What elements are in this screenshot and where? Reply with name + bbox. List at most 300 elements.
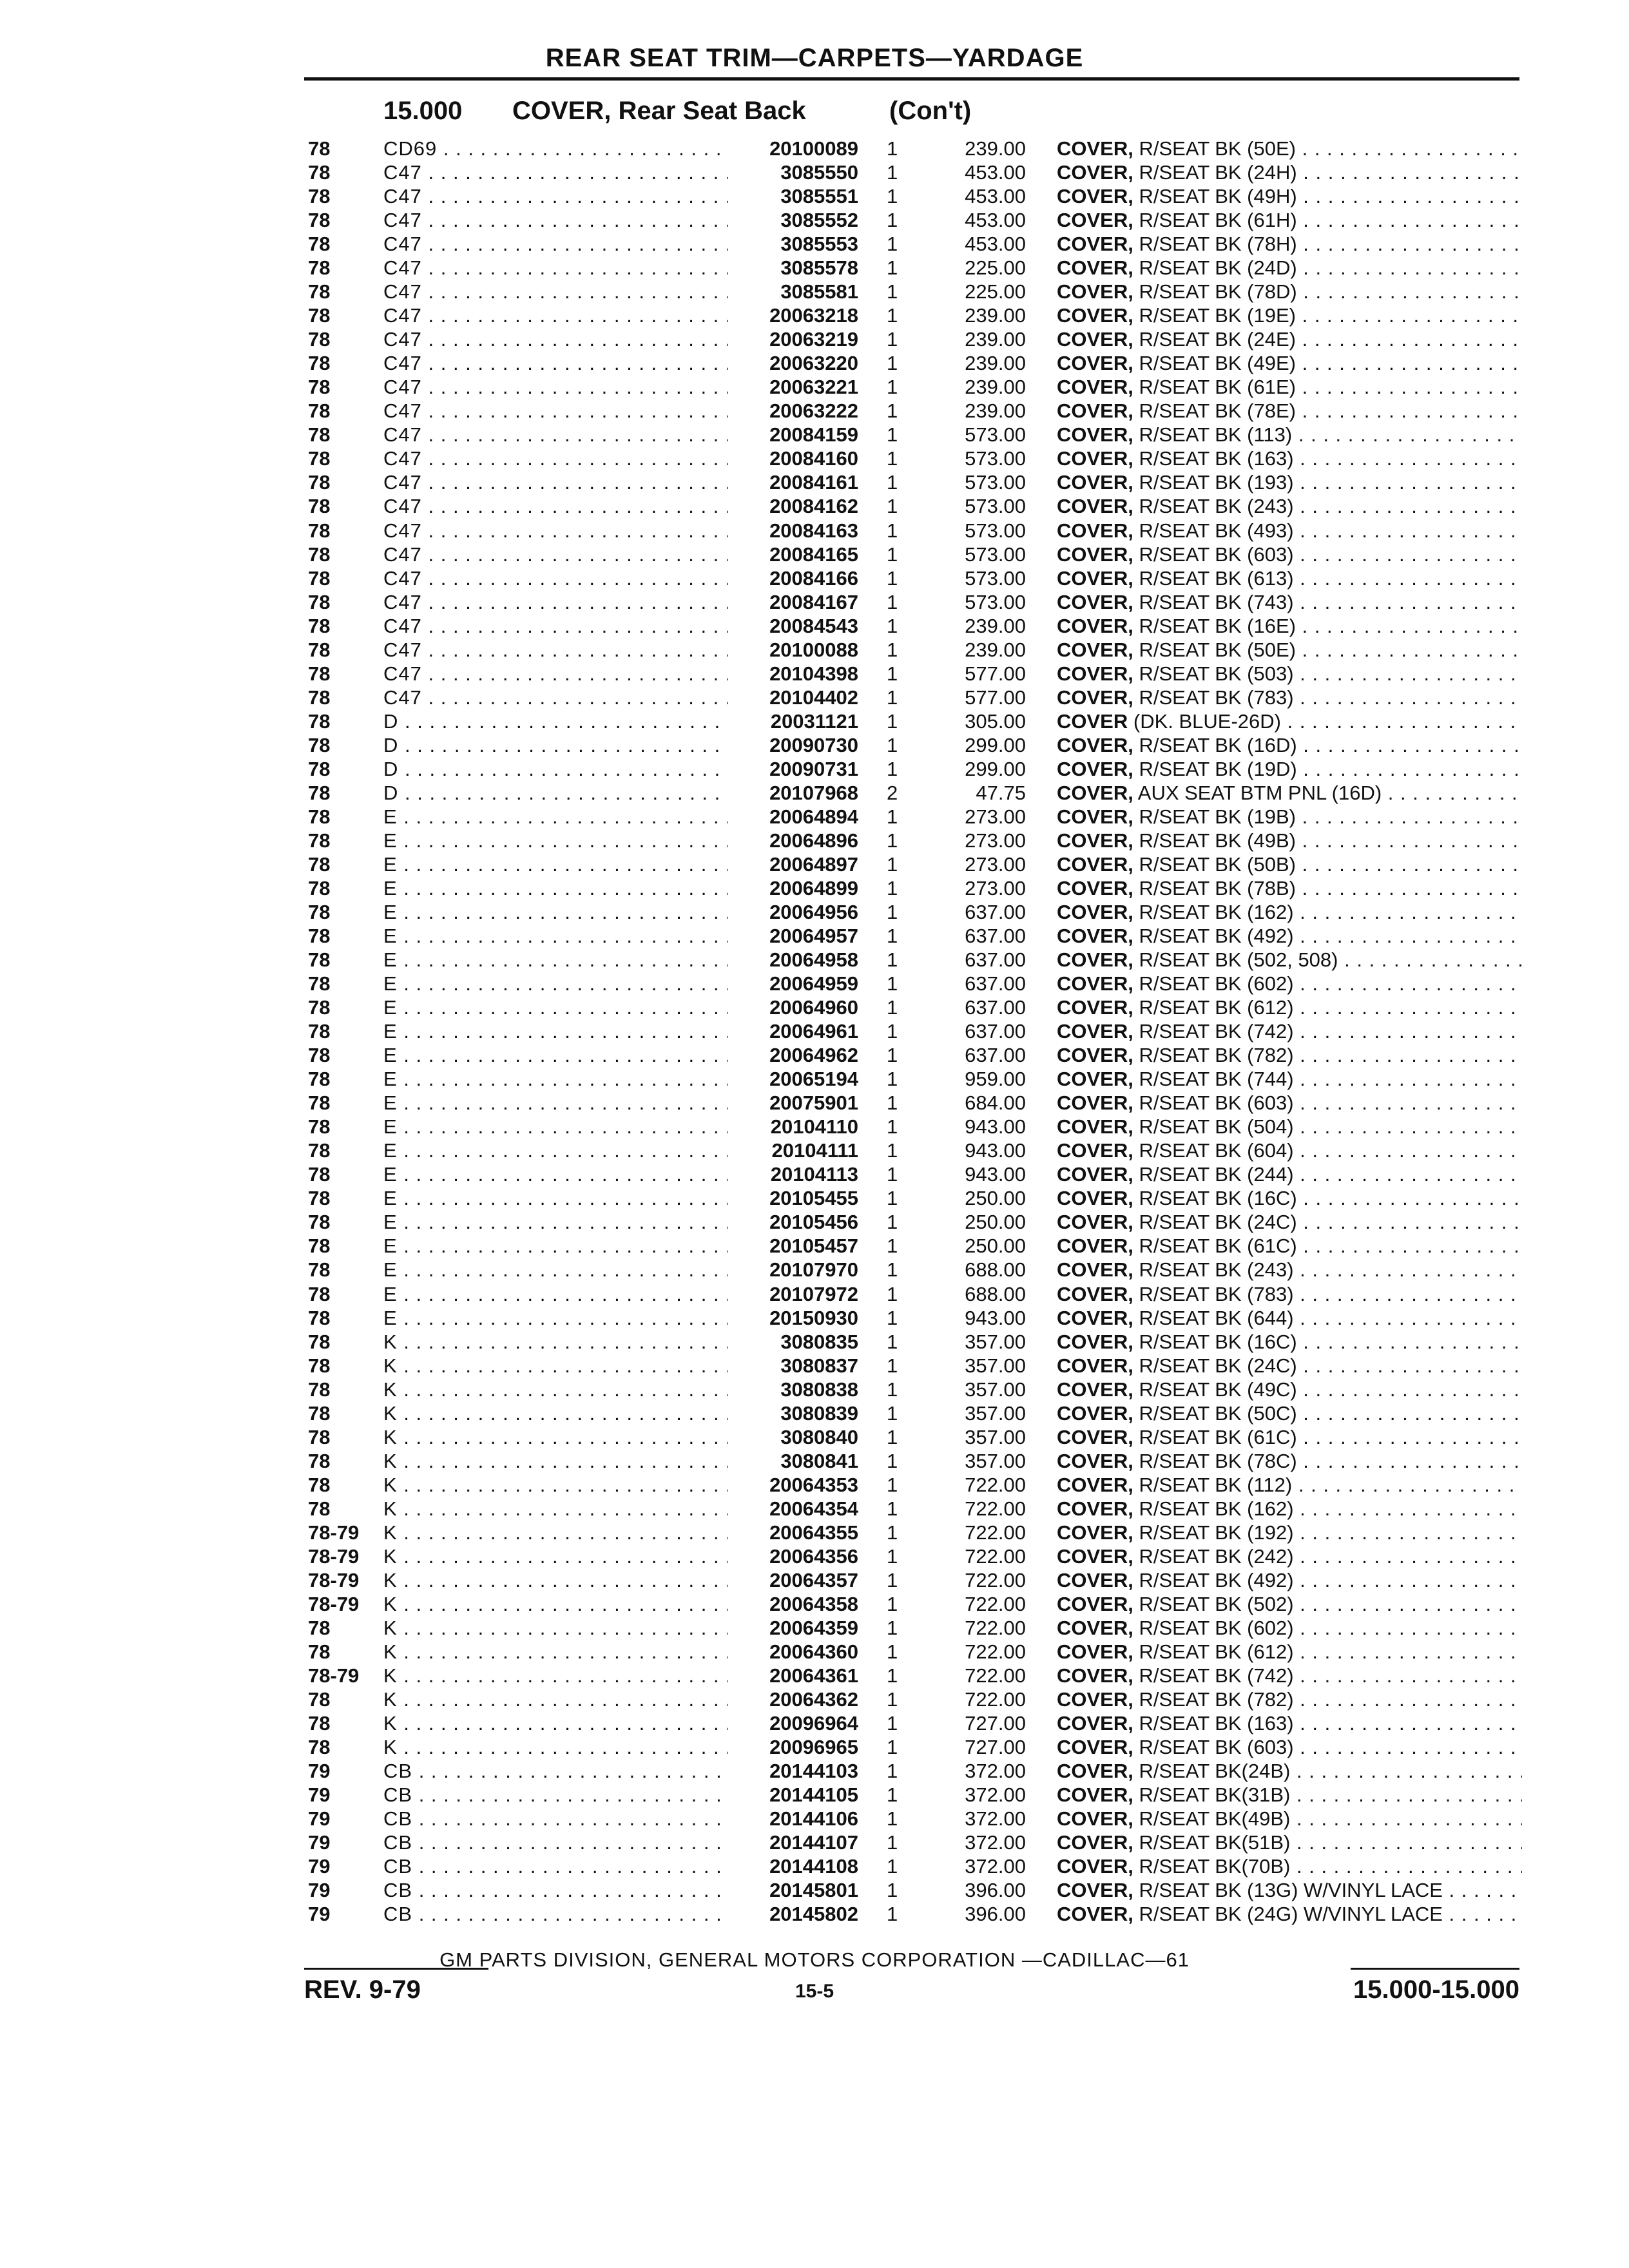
description-keyword: COVER, — [1057, 519, 1133, 542]
description-keyword: COVER, — [1057, 781, 1133, 804]
table-row — [0, 566, 1629, 590]
description-keyword: COVER, — [1057, 972, 1133, 995]
description-keyword: COVER, — [1057, 399, 1133, 423]
year-cell: 78 — [308, 1044, 331, 1067]
description-keyword: COVER, — [1057, 1306, 1133, 1329]
table-row — [0, 686, 1629, 709]
year-cell: 78 — [308, 1640, 331, 1663]
description-keyword: COVER, — [1057, 1592, 1133, 1615]
table-row — [0, 590, 1629, 614]
description-text: R/SEAT BK (242) — [1139, 1544, 1294, 1568]
price-cell: 250.00 — [965, 1211, 1026, 1234]
year-cell: 78 — [308, 519, 331, 542]
description-keyword: COVER, — [1057, 256, 1133, 280]
price-cell: 372.00 — [965, 1760, 1026, 1783]
quantity-cell: 1 — [887, 1831, 898, 1854]
body-cell: E . . . — [383, 1043, 731, 1067]
table-row — [0, 1115, 1629, 1139]
description-text: R/SEAT BK (49H) — [1139, 185, 1297, 208]
price-cell: 273.00 — [965, 829, 1026, 852]
part-number-cell: 20064899 — [728, 876, 858, 900]
description-cell — [1057, 709, 1522, 733]
quantity-cell: 1 — [887, 852, 898, 876]
body-cell: K . . . — [383, 1664, 731, 1687]
quantity-cell: 1 — [887, 1760, 898, 1783]
description-text: R/SEAT BK (163) — [1139, 447, 1294, 470]
description-text: R/SEAT BK (61C) — [1139, 1425, 1297, 1448]
quantity-cell: 1 — [887, 304, 898, 327]
part-number-cell: 20084159 — [728, 423, 858, 447]
description-keyword: COVER, — [1057, 1879, 1133, 1902]
body-cell: CB . . . — [383, 1878, 731, 1902]
continued-label: (Con't) — [889, 97, 972, 125]
quantity-cell: 1 — [887, 256, 898, 280]
body-cell: E . . . — [383, 1210, 731, 1234]
price-cell: 722.00 — [965, 1568, 1026, 1591]
description-text: R/SEAT BK (112) — [1139, 1473, 1293, 1496]
table-row — [0, 1378, 1629, 1401]
table-row — [0, 447, 1629, 470]
part-number-cell: 20064361 — [728, 1664, 858, 1687]
body-cell: K . . . — [383, 1735, 731, 1759]
description-keyword: COVER, — [1057, 495, 1133, 518]
description-keyword: COVER, — [1057, 423, 1133, 447]
table-row — [0, 160, 1629, 184]
body-cell: K . . . — [383, 1497, 731, 1521]
price-cell: 225.00 — [965, 280, 1026, 303]
table-row — [0, 1568, 1629, 1592]
price-cell: 722.00 — [965, 1497, 1026, 1520]
description-text: R/SEAT BK (49B) — [1139, 829, 1296, 852]
description-text: R/SEAT BK (49C) — [1139, 1378, 1297, 1401]
description-text: R/SEAT BK (782) — [1139, 1044, 1294, 1067]
year-cell: 78 — [308, 1211, 331, 1234]
price-cell: 573.00 — [965, 566, 1026, 590]
description-keyword: COVER, — [1057, 1473, 1133, 1496]
price-cell: 239.00 — [965, 328, 1026, 351]
price-cell: 250.00 — [965, 1187, 1026, 1210]
year-cell: 78 — [308, 566, 331, 590]
description-cell — [1057, 924, 1522, 948]
part-number-cell: 20064360 — [728, 1640, 858, 1664]
quantity-cell: 1 — [887, 543, 898, 566]
price-cell: 396.00 — [965, 1903, 1026, 1926]
description-cell — [1057, 1783, 1522, 1807]
price-cell: 299.00 — [965, 757, 1026, 780]
description-keyword: COVER, — [1057, 1664, 1133, 1687]
year-cell: 78 — [308, 1497, 331, 1520]
price-cell: 239.00 — [965, 376, 1026, 399]
description-text: R/SEAT BK (162) — [1139, 901, 1294, 923]
price-cell: 372.00 — [965, 1807, 1026, 1831]
description-keyword: COVER, — [1057, 996, 1133, 1019]
price-cell: 943.00 — [965, 1306, 1026, 1329]
description-cell — [1057, 1067, 1522, 1091]
quantity-cell: 1 — [887, 1449, 898, 1472]
quantity-cell: 1 — [887, 352, 898, 375]
table-row — [0, 208, 1629, 232]
description-text: R/SEAT BK (243) — [1139, 1258, 1294, 1282]
body-cell: K . . . — [383, 1473, 731, 1497]
description-cell — [1057, 757, 1522, 781]
description-cell — [1057, 876, 1522, 900]
price-cell: 959.00 — [965, 1068, 1026, 1091]
price-cell: 943.00 — [965, 1115, 1026, 1139]
year-cell: 78 — [308, 376, 331, 399]
quantity-cell: 1 — [887, 1783, 898, 1807]
year-cell: 78 — [308, 1473, 331, 1496]
description-text: R/SEAT BK (78C) — [1139, 1449, 1297, 1472]
year-cell: 78 — [308, 829, 331, 852]
body-cell: E . . . — [383, 1019, 731, 1043]
table-row — [0, 662, 1629, 686]
table-row — [0, 519, 1629, 543]
year-cell: 78-79 — [308, 1568, 360, 1591]
table-row — [0, 1234, 1629, 1258]
quantity-cell: 1 — [887, 590, 898, 613]
year-cell: 78 — [308, 1187, 331, 1210]
year-cell: 78 — [308, 399, 331, 423]
price-cell: 299.00 — [965, 733, 1026, 756]
part-number-cell: 20144108 — [728, 1854, 858, 1878]
description-text: R/SEAT BK (742) — [1139, 1664, 1294, 1687]
quantity-cell: 1 — [887, 280, 898, 303]
body-cell: E . . . — [383, 1091, 731, 1115]
body-cell: K . . . — [383, 1544, 731, 1568]
description-cell — [1057, 1354, 1522, 1378]
body-cell: K . . . — [383, 1521, 731, 1544]
quantity-cell: 1 — [887, 1187, 898, 1210]
description-cell — [1057, 519, 1522, 543]
table-row — [0, 924, 1629, 948]
price-cell: 573.00 — [965, 519, 1026, 542]
quantity-cell: 1 — [887, 1068, 898, 1091]
description-keyword: COVER, — [1057, 543, 1133, 566]
table-row — [0, 1425, 1629, 1449]
description-cell — [1057, 1091, 1522, 1115]
footer-revision: REV. 9-79 — [304, 1975, 421, 2004]
year-cell: 78 — [308, 328, 331, 351]
description-text: R/SEAT BK (50E) — [1139, 638, 1296, 661]
part-number-cell: 20084162 — [728, 494, 858, 518]
price-cell: 688.00 — [965, 1258, 1026, 1282]
part-number-cell: 20107968 — [728, 781, 858, 805]
year-cell: 78 — [308, 447, 331, 470]
table-row — [0, 1592, 1629, 1616]
description-text: R/SEAT BK (613) — [1139, 566, 1294, 590]
price-cell: 225.00 — [965, 256, 1026, 280]
description-keyword: COVER, — [1057, 1235, 1133, 1258]
body-cell: K . . . — [383, 1330, 731, 1354]
body-cell: C47 . . . — [383, 494, 731, 518]
quantity-cell: 2 — [887, 781, 898, 804]
description-cell — [1057, 232, 1522, 256]
description-text: R/SEAT BK (492) — [1139, 925, 1294, 948]
description-text: R/SEAT BK (50C) — [1139, 1401, 1297, 1425]
part-number-cell: 20064359 — [728, 1616, 858, 1640]
quantity-cell: 1 — [887, 233, 898, 256]
table-row — [0, 805, 1629, 829]
description-text: R/SEAT BK (24H) — [1139, 161, 1297, 184]
price-cell: 637.00 — [965, 1044, 1026, 1067]
description-keyword: COVER, — [1057, 185, 1133, 208]
part-number-cell: 20064959 — [728, 972, 858, 995]
table-row — [0, 543, 1629, 566]
year-cell: 79 — [308, 1760, 331, 1783]
quantity-cell: 1 — [887, 1211, 898, 1234]
price-cell: 357.00 — [965, 1378, 1026, 1401]
description-cell — [1057, 1162, 1522, 1186]
body-cell: C47 . . . — [383, 232, 731, 256]
price-cell: 573.00 — [965, 590, 1026, 613]
table-row — [0, 972, 1629, 995]
quantity-cell: 1 — [887, 1807, 898, 1831]
quantity-cell: 1 — [887, 1306, 898, 1329]
table-row — [0, 470, 1629, 494]
description-keyword: COVER, — [1057, 566, 1133, 590]
year-cell: 78 — [308, 1616, 331, 1639]
price-cell: 573.00 — [965, 471, 1026, 494]
price-cell: 357.00 — [965, 1354, 1026, 1377]
quantity-cell: 1 — [887, 638, 898, 661]
table-row — [0, 995, 1629, 1019]
quantity-cell: 1 — [887, 1903, 898, 1926]
description-cell — [1057, 1568, 1522, 1592]
year-cell: 79 — [308, 1855, 331, 1878]
description-cell — [1057, 303, 1522, 327]
price-cell: 637.00 — [965, 1020, 1026, 1043]
description-keyword: COVER, — [1057, 925, 1133, 948]
quantity-cell: 1 — [887, 1330, 898, 1353]
description-keyword: COVER, — [1057, 1401, 1133, 1425]
price-cell: 372.00 — [965, 1783, 1026, 1807]
body-cell: E . . . — [383, 1186, 731, 1210]
table-row — [0, 1616, 1629, 1640]
description-keyword: COVER, — [1057, 1163, 1133, 1186]
description-cell — [1057, 805, 1522, 829]
description-keyword: COVER, — [1057, 948, 1133, 972]
description-text: R/SEAT BK (16C) — [1139, 1187, 1297, 1210]
description-text: R/SEAT BK (78B) — [1139, 876, 1296, 899]
year-cell: 78 — [308, 280, 331, 303]
table-row — [0, 852, 1629, 876]
quantity-cell: 1 — [887, 1664, 898, 1687]
price-cell: 722.00 — [965, 1616, 1026, 1639]
description-text: R/SEAT BK (50E) — [1139, 137, 1296, 160]
description-cell — [1057, 327, 1522, 351]
price-cell: 684.00 — [965, 1091, 1026, 1115]
body-cell: E . . . — [383, 829, 731, 852]
price-cell: 943.00 — [965, 1139, 1026, 1162]
body-cell: C47 . . . — [383, 470, 731, 494]
body-cell: E . . . — [383, 1282, 731, 1306]
description-cell — [1057, 1592, 1522, 1616]
table-row — [0, 829, 1629, 852]
price-cell: 357.00 — [965, 1449, 1026, 1472]
part-number-cell: 20096965 — [728, 1735, 858, 1759]
quantity-cell: 1 — [887, 1354, 898, 1377]
part-number-cell: 20064353 — [728, 1473, 858, 1497]
description-cell — [1057, 614, 1522, 638]
part-number-cell: 20064355 — [728, 1521, 858, 1544]
part-number-cell: 20144103 — [728, 1759, 858, 1783]
year-cell: 78 — [308, 1736, 331, 1759]
quantity-cell: 1 — [887, 1879, 898, 1902]
year-cell: 79 — [308, 1879, 331, 1902]
description-cell — [1057, 1735, 1522, 1759]
description-text: R/SEAT BK (192) — [1139, 1521, 1294, 1544]
year-cell: 78 — [308, 1282, 331, 1305]
year-cell: 78 — [308, 1712, 331, 1735]
price-cell: 453.00 — [965, 209, 1026, 232]
description-cell — [1057, 1258, 1522, 1282]
body-cell: E . . . — [383, 852, 731, 876]
year-cell: 78 — [308, 256, 331, 280]
price-cell: 47.75 — [976, 781, 1026, 804]
description-text: R/SEAT BK (61H) — [1139, 209, 1297, 232]
year-cell: 78 — [308, 1139, 331, 1162]
quantity-cell: 1 — [887, 901, 898, 923]
year-cell: 78 — [308, 638, 331, 661]
description-keyword: COVER, — [1057, 1378, 1133, 1401]
body-cell: E . . . — [383, 805, 731, 829]
part-number-cell: 3080840 — [728, 1425, 858, 1449]
table-row — [0, 1162, 1629, 1186]
year-cell: 78 — [308, 423, 331, 447]
description-keyword: COVER, — [1057, 1330, 1133, 1353]
table-row — [0, 709, 1629, 733]
description-cell — [1057, 1282, 1522, 1306]
year-cell: 78 — [308, 662, 331, 685]
body-cell: E . . . — [383, 1139, 731, 1162]
description-cell — [1057, 566, 1522, 590]
quantity-cell: 1 — [887, 1473, 898, 1496]
part-number-cell: 20107970 — [728, 1258, 858, 1282]
body-cell: C47 . . . — [383, 327, 731, 351]
table-row — [0, 1831, 1629, 1854]
description-text: R/SEAT BK (49E) — [1139, 352, 1296, 375]
description-text: R/SEAT BK (612) — [1139, 1640, 1294, 1663]
description-cell — [1057, 781, 1522, 805]
description-text: R/SEAT BK (78E) — [1139, 399, 1296, 423]
description-keyword: COVER, — [1057, 1760, 1133, 1783]
table-row — [0, 1640, 1629, 1664]
description-keyword: COVER, — [1057, 733, 1133, 756]
price-cell: 239.00 — [965, 638, 1026, 661]
part-number-cell: 20145802 — [728, 1902, 858, 1926]
description-keyword: COVER, — [1057, 1855, 1133, 1878]
year-cell: 78 — [308, 590, 331, 613]
description-keyword: COVER, — [1057, 1521, 1133, 1544]
section-number: 15.000 — [383, 97, 463, 125]
quantity-cell: 1 — [887, 1736, 898, 1759]
table-row — [0, 1449, 1629, 1473]
body-cell: C47 . . . — [383, 543, 731, 566]
part-number-cell: 20100089 — [728, 137, 858, 160]
quantity-cell: 1 — [887, 805, 898, 828]
table-row — [0, 1330, 1629, 1354]
description-cell — [1057, 1330, 1522, 1354]
body-cell: CD69 . . . — [383, 137, 731, 160]
quantity-cell: 1 — [887, 447, 898, 470]
description-cell — [1057, 972, 1522, 995]
body-cell: E . . . — [383, 1258, 731, 1282]
description-keyword: COVER, — [1057, 901, 1133, 923]
body-cell: K . . . — [383, 1449, 731, 1473]
body-cell: C47 . . . — [383, 447, 731, 470]
quantity-cell: 1 — [887, 566, 898, 590]
description-text: R/SEAT BK (502) — [1139, 1592, 1294, 1615]
description-cell — [1057, 1473, 1522, 1497]
year-cell: 78-79 — [308, 1521, 360, 1544]
price-cell: 577.00 — [965, 686, 1026, 709]
body-cell: CB . . . — [383, 1783, 731, 1807]
price-cell: 573.00 — [965, 543, 1026, 566]
body-cell: C47 . . . — [383, 280, 731, 303]
description-text: R/SEAT BK (644) — [1139, 1306, 1294, 1329]
footer-page-number: 15-5 — [795, 1981, 834, 2002]
description-keyword: COVER, — [1057, 376, 1133, 399]
year-cell: 78 — [308, 352, 331, 375]
description-cell — [1057, 995, 1522, 1019]
price-cell: 722.00 — [965, 1640, 1026, 1663]
year-cell: 78 — [308, 1020, 331, 1043]
quantity-cell: 1 — [887, 1282, 898, 1305]
description-text: R/SEAT BK (603) — [1139, 1091, 1294, 1115]
table-row — [0, 781, 1629, 805]
table-row — [0, 614, 1629, 638]
year-cell: 78 — [308, 1354, 331, 1377]
table-row — [0, 1878, 1629, 1902]
description-text: R/SEAT BK (502, 508) — [1139, 948, 1338, 972]
body-cell: K . . . — [383, 1354, 731, 1378]
part-number-cell: 20064357 — [728, 1568, 858, 1592]
description-cell — [1057, 1115, 1522, 1139]
body-cell: C47 . . . — [383, 351, 731, 375]
year-cell: 78 — [308, 233, 331, 256]
body-cell: E . . . — [383, 1162, 731, 1186]
quantity-cell: 1 — [887, 376, 898, 399]
part-number-cell: 20096964 — [728, 1711, 858, 1735]
description-keyword: COVER, — [1057, 1282, 1133, 1305]
price-cell: 577.00 — [965, 662, 1026, 685]
part-number-cell: 20063219 — [728, 327, 858, 351]
description-keyword: COVER, — [1057, 1091, 1133, 1115]
year-cell: 78 — [308, 1306, 331, 1329]
description-keyword: COVER, — [1057, 209, 1133, 232]
description-cell — [1057, 1854, 1522, 1878]
quantity-cell: 1 — [887, 1020, 898, 1043]
price-cell: 722.00 — [965, 1664, 1026, 1687]
description-keyword: COVER, — [1057, 352, 1133, 375]
part-number-cell: 20090731 — [728, 757, 858, 781]
year-cell: 78 — [308, 733, 331, 756]
price-cell: 722.00 — [965, 1592, 1026, 1615]
table-row — [0, 1759, 1629, 1783]
price-cell: 273.00 — [965, 852, 1026, 876]
table-row — [0, 1401, 1629, 1425]
table-row — [0, 280, 1629, 303]
description-text: R/SEAT BK(49B) — [1139, 1807, 1291, 1831]
year-cell: 78-79 — [308, 1592, 360, 1615]
part-number-cell: 20084165 — [728, 543, 858, 566]
description-cell — [1057, 1449, 1522, 1473]
part-number-cell: 20144107 — [728, 1831, 858, 1854]
part-number-cell: 20064354 — [728, 1497, 858, 1521]
table-row — [0, 638, 1629, 662]
part-number-cell: 20064957 — [728, 924, 858, 948]
part-number-cell: 20064956 — [728, 900, 858, 924]
